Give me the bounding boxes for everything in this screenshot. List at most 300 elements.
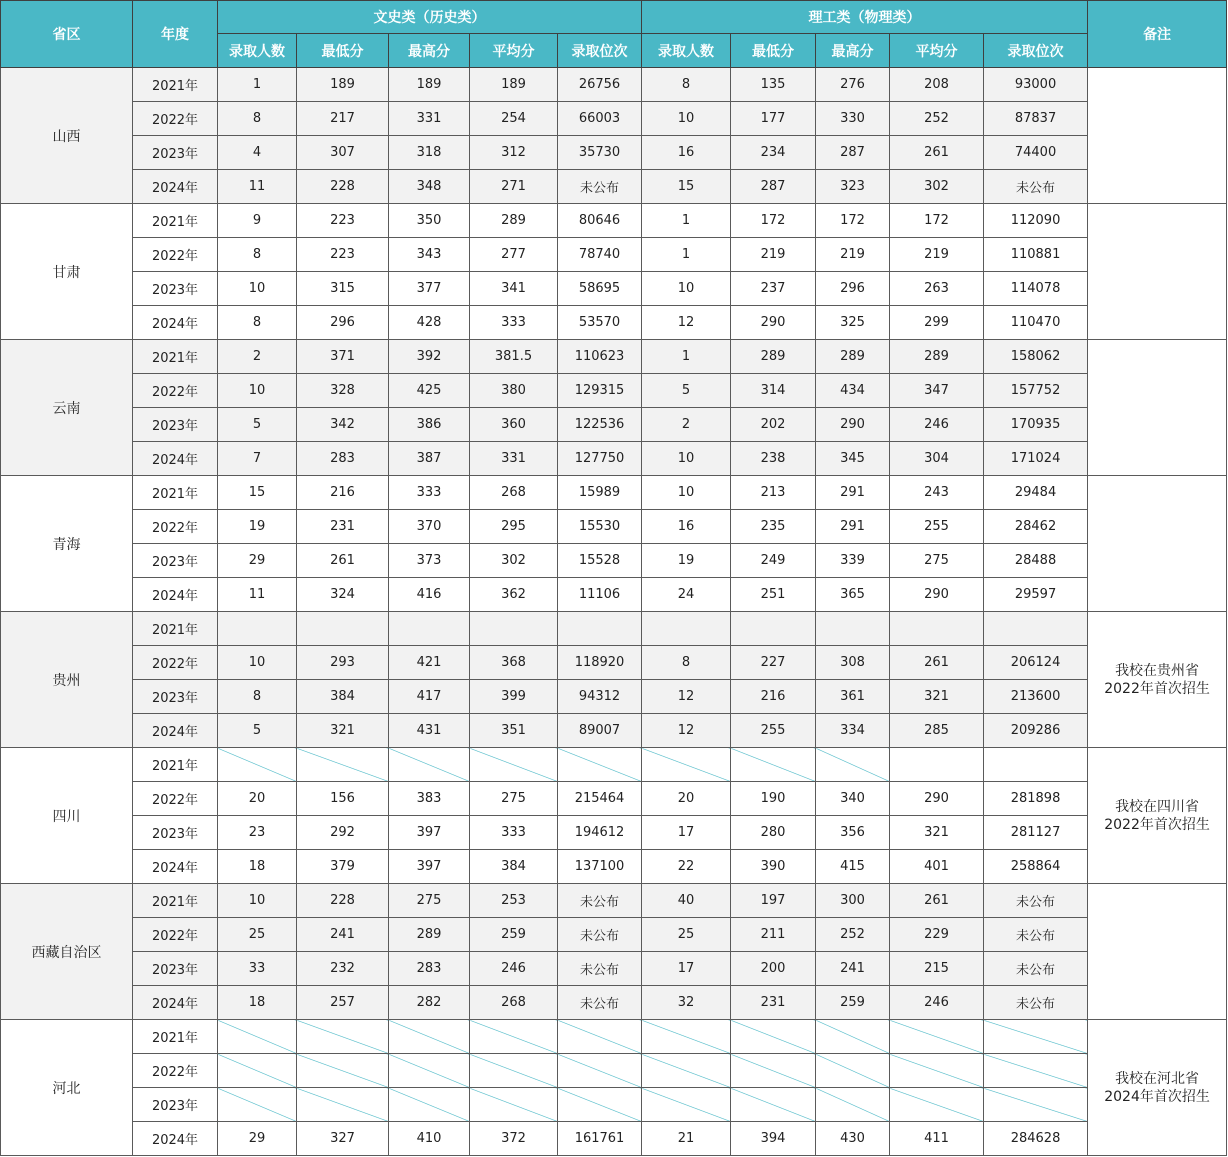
value-cell: 16 xyxy=(642,136,731,170)
table-row xyxy=(1,680,1227,714)
year-cell: 2024年 xyxy=(133,986,218,1020)
value-cell: 372 xyxy=(470,1122,558,1156)
value-cell: 333 xyxy=(470,816,558,850)
not-applicable-cell xyxy=(389,1088,470,1122)
value-cell: 289 xyxy=(389,918,470,952)
not-applicable-cell xyxy=(731,612,816,646)
value-cell: 415 xyxy=(816,850,890,884)
value-cell: 未公布 xyxy=(558,918,642,952)
table-body xyxy=(1,68,1227,1156)
value-cell: 300 xyxy=(816,884,890,918)
value-cell: 275 xyxy=(470,782,558,816)
value-cell: 324 xyxy=(297,578,389,612)
value-cell: 365 xyxy=(816,578,890,612)
value-cell: 290 xyxy=(890,578,984,612)
value-cell: 384 xyxy=(297,680,389,714)
value-cell: 10 xyxy=(642,442,731,476)
value-cell: 227 xyxy=(731,646,816,680)
value-cell: 238 xyxy=(731,442,816,476)
province-cell: 青海 xyxy=(1,476,133,612)
year-cell: 2023年 xyxy=(133,408,218,442)
year-cell: 2023年 xyxy=(133,680,218,714)
value-cell: 328 xyxy=(297,374,389,408)
note-cell xyxy=(1088,884,1227,1020)
value-cell: 249 xyxy=(731,544,816,578)
value-cell: 209286 xyxy=(984,714,1088,748)
table-row xyxy=(1,510,1227,544)
not-applicable-cell xyxy=(470,1020,558,1054)
value-cell: 282 xyxy=(389,986,470,1020)
value-cell: 12 xyxy=(642,714,731,748)
value-cell: 8 xyxy=(218,680,297,714)
value-cell: 314 xyxy=(731,374,816,408)
not-applicable-cell xyxy=(470,748,558,782)
not-applicable-cell xyxy=(218,1088,297,1122)
not-applicable-cell xyxy=(890,1088,984,1122)
province-cell: 四川 xyxy=(1,748,133,884)
value-cell: 421 xyxy=(389,646,470,680)
value-cell: 263 xyxy=(890,272,984,306)
value-cell: 219 xyxy=(731,238,816,272)
value-cell: 25 xyxy=(642,918,731,952)
year-cell: 2024年 xyxy=(133,306,218,340)
header-sub-col: 录取位次 xyxy=(984,34,1088,68)
table-row xyxy=(1,646,1227,680)
value-cell: 292 xyxy=(297,816,389,850)
value-cell: 18 xyxy=(218,986,297,1020)
value-cell: 171024 xyxy=(984,442,1088,476)
value-cell: 40 xyxy=(642,884,731,918)
value-cell: 1 xyxy=(218,68,297,102)
value-cell: 110470 xyxy=(984,306,1088,340)
table-row xyxy=(1,204,1227,238)
not-applicable-cell xyxy=(890,1054,984,1088)
value-cell: 387 xyxy=(389,442,470,476)
note-cell xyxy=(1088,748,1227,884)
value-cell: 277 xyxy=(470,238,558,272)
value-cell: 290 xyxy=(731,306,816,340)
value-cell: 290 xyxy=(890,782,984,816)
value-cell: 281127 xyxy=(984,816,1088,850)
not-applicable-cell xyxy=(642,1088,731,1122)
value-cell: 361 xyxy=(816,680,890,714)
value-cell: 295 xyxy=(470,510,558,544)
value-cell: 321 xyxy=(890,816,984,850)
value-cell xyxy=(984,612,1088,646)
value-cell: 287 xyxy=(731,170,816,204)
year-cell: 2022年 xyxy=(133,1054,218,1088)
value-cell: 371 xyxy=(297,340,389,374)
not-applicable-cell xyxy=(470,1088,558,1122)
value-cell: 251 xyxy=(731,578,816,612)
province-cell: 河北 xyxy=(1,1020,133,1156)
value-cell: 129315 xyxy=(558,374,642,408)
value-cell: 289 xyxy=(816,340,890,374)
header-year: 年度 xyxy=(133,1,218,68)
value-cell: 351 xyxy=(470,714,558,748)
value-cell: 299 xyxy=(890,306,984,340)
not-applicable-cell xyxy=(731,1054,816,1088)
not-applicable-cell xyxy=(890,1020,984,1054)
value-cell: 112090 xyxy=(984,204,1088,238)
note-cell xyxy=(1088,476,1227,612)
value-cell: 330 xyxy=(816,102,890,136)
not-applicable-cell xyxy=(297,612,389,646)
value-cell: 381.5 xyxy=(470,340,558,374)
value-cell: 35730 xyxy=(558,136,642,170)
value-cell: 246 xyxy=(470,952,558,986)
not-applicable-cell xyxy=(389,748,470,782)
value-cell: 360 xyxy=(470,408,558,442)
note-line: 2024年首次招生 xyxy=(1104,1088,1210,1105)
value-cell: 261 xyxy=(890,884,984,918)
value-cell: 362 xyxy=(470,578,558,612)
value-cell: 347 xyxy=(890,374,984,408)
table-row xyxy=(1,918,1227,952)
value-cell: 325 xyxy=(816,306,890,340)
year-cell: 2021年 xyxy=(133,1020,218,1054)
value-cell: 2 xyxy=(218,340,297,374)
note-line: 我校在贵州省 xyxy=(1115,662,1200,679)
value-cell: 379 xyxy=(297,850,389,884)
value-cell: 172 xyxy=(816,204,890,238)
not-applicable-cell xyxy=(642,1020,731,1054)
value-cell: 268 xyxy=(470,476,558,510)
table-row xyxy=(1,306,1227,340)
value-cell: 114078 xyxy=(984,272,1088,306)
value-cell xyxy=(984,748,1088,782)
value-cell: 8 xyxy=(218,102,297,136)
year-cell: 2021年 xyxy=(133,884,218,918)
value-cell: 189 xyxy=(470,68,558,102)
not-applicable-cell xyxy=(642,612,731,646)
not-applicable-cell xyxy=(642,748,731,782)
table-row xyxy=(1,544,1227,578)
value-cell: 287 xyxy=(816,136,890,170)
not-applicable-cell xyxy=(984,1054,1088,1088)
not-applicable-cell xyxy=(558,748,642,782)
value-cell: 241 xyxy=(297,918,389,952)
value-cell: 4 xyxy=(218,136,297,170)
province-cell: 云南 xyxy=(1,340,133,476)
value-cell: 394 xyxy=(731,1122,816,1156)
value-cell: 89007 xyxy=(558,714,642,748)
value-cell: 28488 xyxy=(984,544,1088,578)
year-cell: 2023年 xyxy=(133,272,218,306)
value-cell: 122536 xyxy=(558,408,642,442)
value-cell: 219 xyxy=(890,238,984,272)
value-cell: 202 xyxy=(731,408,816,442)
value-cell: 291 xyxy=(816,476,890,510)
not-applicable-cell xyxy=(731,1020,816,1054)
province-cell: 甘肃 xyxy=(1,204,133,340)
table-row xyxy=(1,782,1227,816)
value-cell: 321 xyxy=(890,680,984,714)
not-applicable-cell xyxy=(218,748,297,782)
year-cell: 2024年 xyxy=(133,170,218,204)
not-applicable-cell xyxy=(470,612,558,646)
value-cell: 290 xyxy=(816,408,890,442)
value-cell: 377 xyxy=(389,272,470,306)
table-row xyxy=(1,612,1227,646)
value-cell: 28462 xyxy=(984,510,1088,544)
value-cell: 78740 xyxy=(558,238,642,272)
value-cell: 94312 xyxy=(558,680,642,714)
year-cell: 2024年 xyxy=(133,714,218,748)
value-cell: 10 xyxy=(218,884,297,918)
value-cell: 未公布 xyxy=(558,170,642,204)
value-cell: 21 xyxy=(642,1122,731,1156)
year-cell: 2022年 xyxy=(133,646,218,680)
year-cell: 2022年 xyxy=(133,782,218,816)
value-cell: 334 xyxy=(816,714,890,748)
value-cell: 未公布 xyxy=(558,986,642,1020)
table-row xyxy=(1,1122,1227,1156)
not-applicable-cell xyxy=(470,1054,558,1088)
value-cell: 259 xyxy=(816,986,890,1020)
value-cell: 26756 xyxy=(558,68,642,102)
value-cell: 411 xyxy=(890,1122,984,1156)
province-cell: 贵州 xyxy=(1,612,133,748)
value-cell: 268 xyxy=(470,986,558,1020)
header-province: 省区 xyxy=(1,1,133,68)
value-cell: 未公布 xyxy=(984,170,1088,204)
value-cell: 253 xyxy=(470,884,558,918)
value-cell: 323 xyxy=(816,170,890,204)
value-cell: 127750 xyxy=(558,442,642,476)
table-row xyxy=(1,1054,1227,1088)
value-cell xyxy=(890,748,984,782)
value-cell: 211 xyxy=(731,918,816,952)
value-cell: 308 xyxy=(816,646,890,680)
note-cell xyxy=(1088,1020,1227,1156)
value-cell: 12 xyxy=(642,306,731,340)
year-cell: 2024年 xyxy=(133,442,218,476)
value-cell: 386 xyxy=(389,408,470,442)
value-cell: 333 xyxy=(470,306,558,340)
header-sub-col: 平均分 xyxy=(470,34,558,68)
year-cell: 2022年 xyxy=(133,238,218,272)
header-sub-col: 最高分 xyxy=(816,34,890,68)
value-cell: 12 xyxy=(642,680,731,714)
value-cell: 未公布 xyxy=(984,986,1088,1020)
header-sub-col: 平均分 xyxy=(890,34,984,68)
value-cell: 318 xyxy=(389,136,470,170)
year-cell: 2024年 xyxy=(133,578,218,612)
value-cell: 33 xyxy=(218,952,297,986)
table-row xyxy=(1,816,1227,850)
value-cell: 25 xyxy=(218,918,297,952)
value-cell: 189 xyxy=(297,68,389,102)
value-cell: 296 xyxy=(816,272,890,306)
value-cell: 312 xyxy=(470,136,558,170)
value-cell: 11106 xyxy=(558,578,642,612)
value-cell: 8 xyxy=(218,238,297,272)
value-cell: 未公布 xyxy=(558,952,642,986)
value-cell: 16 xyxy=(642,510,731,544)
table-row xyxy=(1,884,1227,918)
value-cell: 348 xyxy=(389,170,470,204)
value-cell: 284628 xyxy=(984,1122,1088,1156)
table-row xyxy=(1,748,1227,782)
value-cell: 7 xyxy=(218,442,297,476)
value-cell: 428 xyxy=(389,306,470,340)
year-cell: 2023年 xyxy=(133,136,218,170)
value-cell: 302 xyxy=(890,170,984,204)
header-sub-col: 录取人数 xyxy=(642,34,731,68)
value-cell: 392 xyxy=(389,340,470,374)
value-cell: 24 xyxy=(642,578,731,612)
table-row xyxy=(1,68,1227,102)
value-cell: 17 xyxy=(642,952,731,986)
note-cell xyxy=(1088,68,1227,204)
value-cell: 156 xyxy=(297,782,389,816)
header-group-science: 理工类（物理类） xyxy=(642,1,1088,34)
year-cell: 2024年 xyxy=(133,1122,218,1156)
header-group-arts: 文史类（历史类） xyxy=(218,1,642,34)
value-cell: 228 xyxy=(297,884,389,918)
value-cell: 291 xyxy=(816,510,890,544)
value-cell: 32 xyxy=(642,986,731,1020)
value-cell: 243 xyxy=(890,476,984,510)
value-cell: 252 xyxy=(816,918,890,952)
value-cell: 434 xyxy=(816,374,890,408)
value-cell: 229 xyxy=(890,918,984,952)
year-cell: 2023年 xyxy=(133,816,218,850)
header-sub-col: 最低分 xyxy=(731,34,816,68)
value-cell: 10 xyxy=(218,272,297,306)
value-cell: 66003 xyxy=(558,102,642,136)
year-cell: 2024年 xyxy=(133,850,218,884)
value-cell: 246 xyxy=(890,408,984,442)
not-applicable-cell xyxy=(816,748,890,782)
value-cell: 342 xyxy=(297,408,389,442)
value-cell: 22 xyxy=(642,850,731,884)
value-cell: 118920 xyxy=(558,646,642,680)
value-cell: 241 xyxy=(816,952,890,986)
value-cell: 425 xyxy=(389,374,470,408)
value-cell: 15 xyxy=(218,476,297,510)
value-cell: 410 xyxy=(389,1122,470,1156)
value-cell: 261 xyxy=(297,544,389,578)
table-row xyxy=(1,136,1227,170)
table-row xyxy=(1,442,1227,476)
table-row xyxy=(1,272,1227,306)
value-cell: 172 xyxy=(731,204,816,238)
value-cell: 15 xyxy=(642,170,731,204)
value-cell: 237 xyxy=(731,272,816,306)
table-row xyxy=(1,476,1227,510)
value-cell: 110881 xyxy=(984,238,1088,272)
value-cell: 未公布 xyxy=(984,884,1088,918)
value-cell: 235 xyxy=(731,510,816,544)
value-cell: 15528 xyxy=(558,544,642,578)
table-row xyxy=(1,102,1227,136)
note-cell xyxy=(1088,612,1227,748)
table-row xyxy=(1,408,1227,442)
value-cell: 231 xyxy=(731,986,816,1020)
value-cell: 172 xyxy=(890,204,984,238)
value-cell: 280 xyxy=(731,816,816,850)
value-cell: 197 xyxy=(731,884,816,918)
not-applicable-cell xyxy=(731,1088,816,1122)
table-row xyxy=(1,1020,1227,1054)
year-cell: 2022年 xyxy=(133,374,218,408)
value-cell: 10 xyxy=(642,102,731,136)
value-cell: 384 xyxy=(470,850,558,884)
value-cell: 234 xyxy=(731,136,816,170)
value-cell: 53570 xyxy=(558,306,642,340)
value-cell: 307 xyxy=(297,136,389,170)
value-cell: 5 xyxy=(642,374,731,408)
not-applicable-cell xyxy=(218,1020,297,1054)
header-sub-col: 录取人数 xyxy=(218,34,297,68)
not-applicable-cell xyxy=(297,1088,389,1122)
note-cell xyxy=(1088,340,1227,476)
value-cell: 80646 xyxy=(558,204,642,238)
value-cell: 219 xyxy=(816,238,890,272)
value-cell: 302 xyxy=(470,544,558,578)
value-cell: 110623 xyxy=(558,340,642,374)
value-cell: 177 xyxy=(731,102,816,136)
value-cell: 29 xyxy=(218,544,297,578)
note-line: 2022年首次招生 xyxy=(1104,816,1210,833)
value-cell: 29 xyxy=(218,1122,297,1156)
value-cell: 339 xyxy=(816,544,890,578)
value-cell: 215 xyxy=(890,952,984,986)
table-row xyxy=(1,714,1227,748)
value-cell: 170935 xyxy=(984,408,1088,442)
not-applicable-cell xyxy=(984,1088,1088,1122)
value-cell: 213600 xyxy=(984,680,1088,714)
value-cell: 93000 xyxy=(984,68,1088,102)
value-cell: 327 xyxy=(297,1122,389,1156)
value-cell: 74400 xyxy=(984,136,1088,170)
value-cell: 29597 xyxy=(984,578,1088,612)
header-sub-col: 最低分 xyxy=(297,34,389,68)
value-cell: 258864 xyxy=(984,850,1088,884)
value-cell: 未公布 xyxy=(984,952,1088,986)
province-cell: 山西 xyxy=(1,68,133,204)
value-cell: 430 xyxy=(816,1122,890,1156)
value-cell: 87837 xyxy=(984,102,1088,136)
year-cell: 2021年 xyxy=(133,612,218,646)
value-cell: 390 xyxy=(731,850,816,884)
value-cell: 190 xyxy=(731,782,816,816)
not-applicable-cell xyxy=(816,1020,890,1054)
not-applicable-cell xyxy=(389,1054,470,1088)
province-cell: 西藏自治区 xyxy=(1,884,133,1020)
value-cell: 261 xyxy=(890,646,984,680)
table-row xyxy=(1,340,1227,374)
not-applicable-cell xyxy=(816,612,890,646)
value-cell: 11 xyxy=(218,170,297,204)
value-cell: 416 xyxy=(389,578,470,612)
value-cell: 1 xyxy=(642,340,731,374)
not-applicable-cell xyxy=(218,612,297,646)
year-cell: 2023年 xyxy=(133,544,218,578)
value-cell: 228 xyxy=(297,170,389,204)
not-applicable-cell xyxy=(642,1054,731,1088)
value-cell: 321 xyxy=(297,714,389,748)
value-cell: 216 xyxy=(731,680,816,714)
year-cell: 2021年 xyxy=(133,204,218,238)
value-cell: 137100 xyxy=(558,850,642,884)
value-cell: 10 xyxy=(642,272,731,306)
value-cell: 135 xyxy=(731,68,816,102)
value-cell: 23 xyxy=(218,816,297,850)
value-cell: 20 xyxy=(218,782,297,816)
